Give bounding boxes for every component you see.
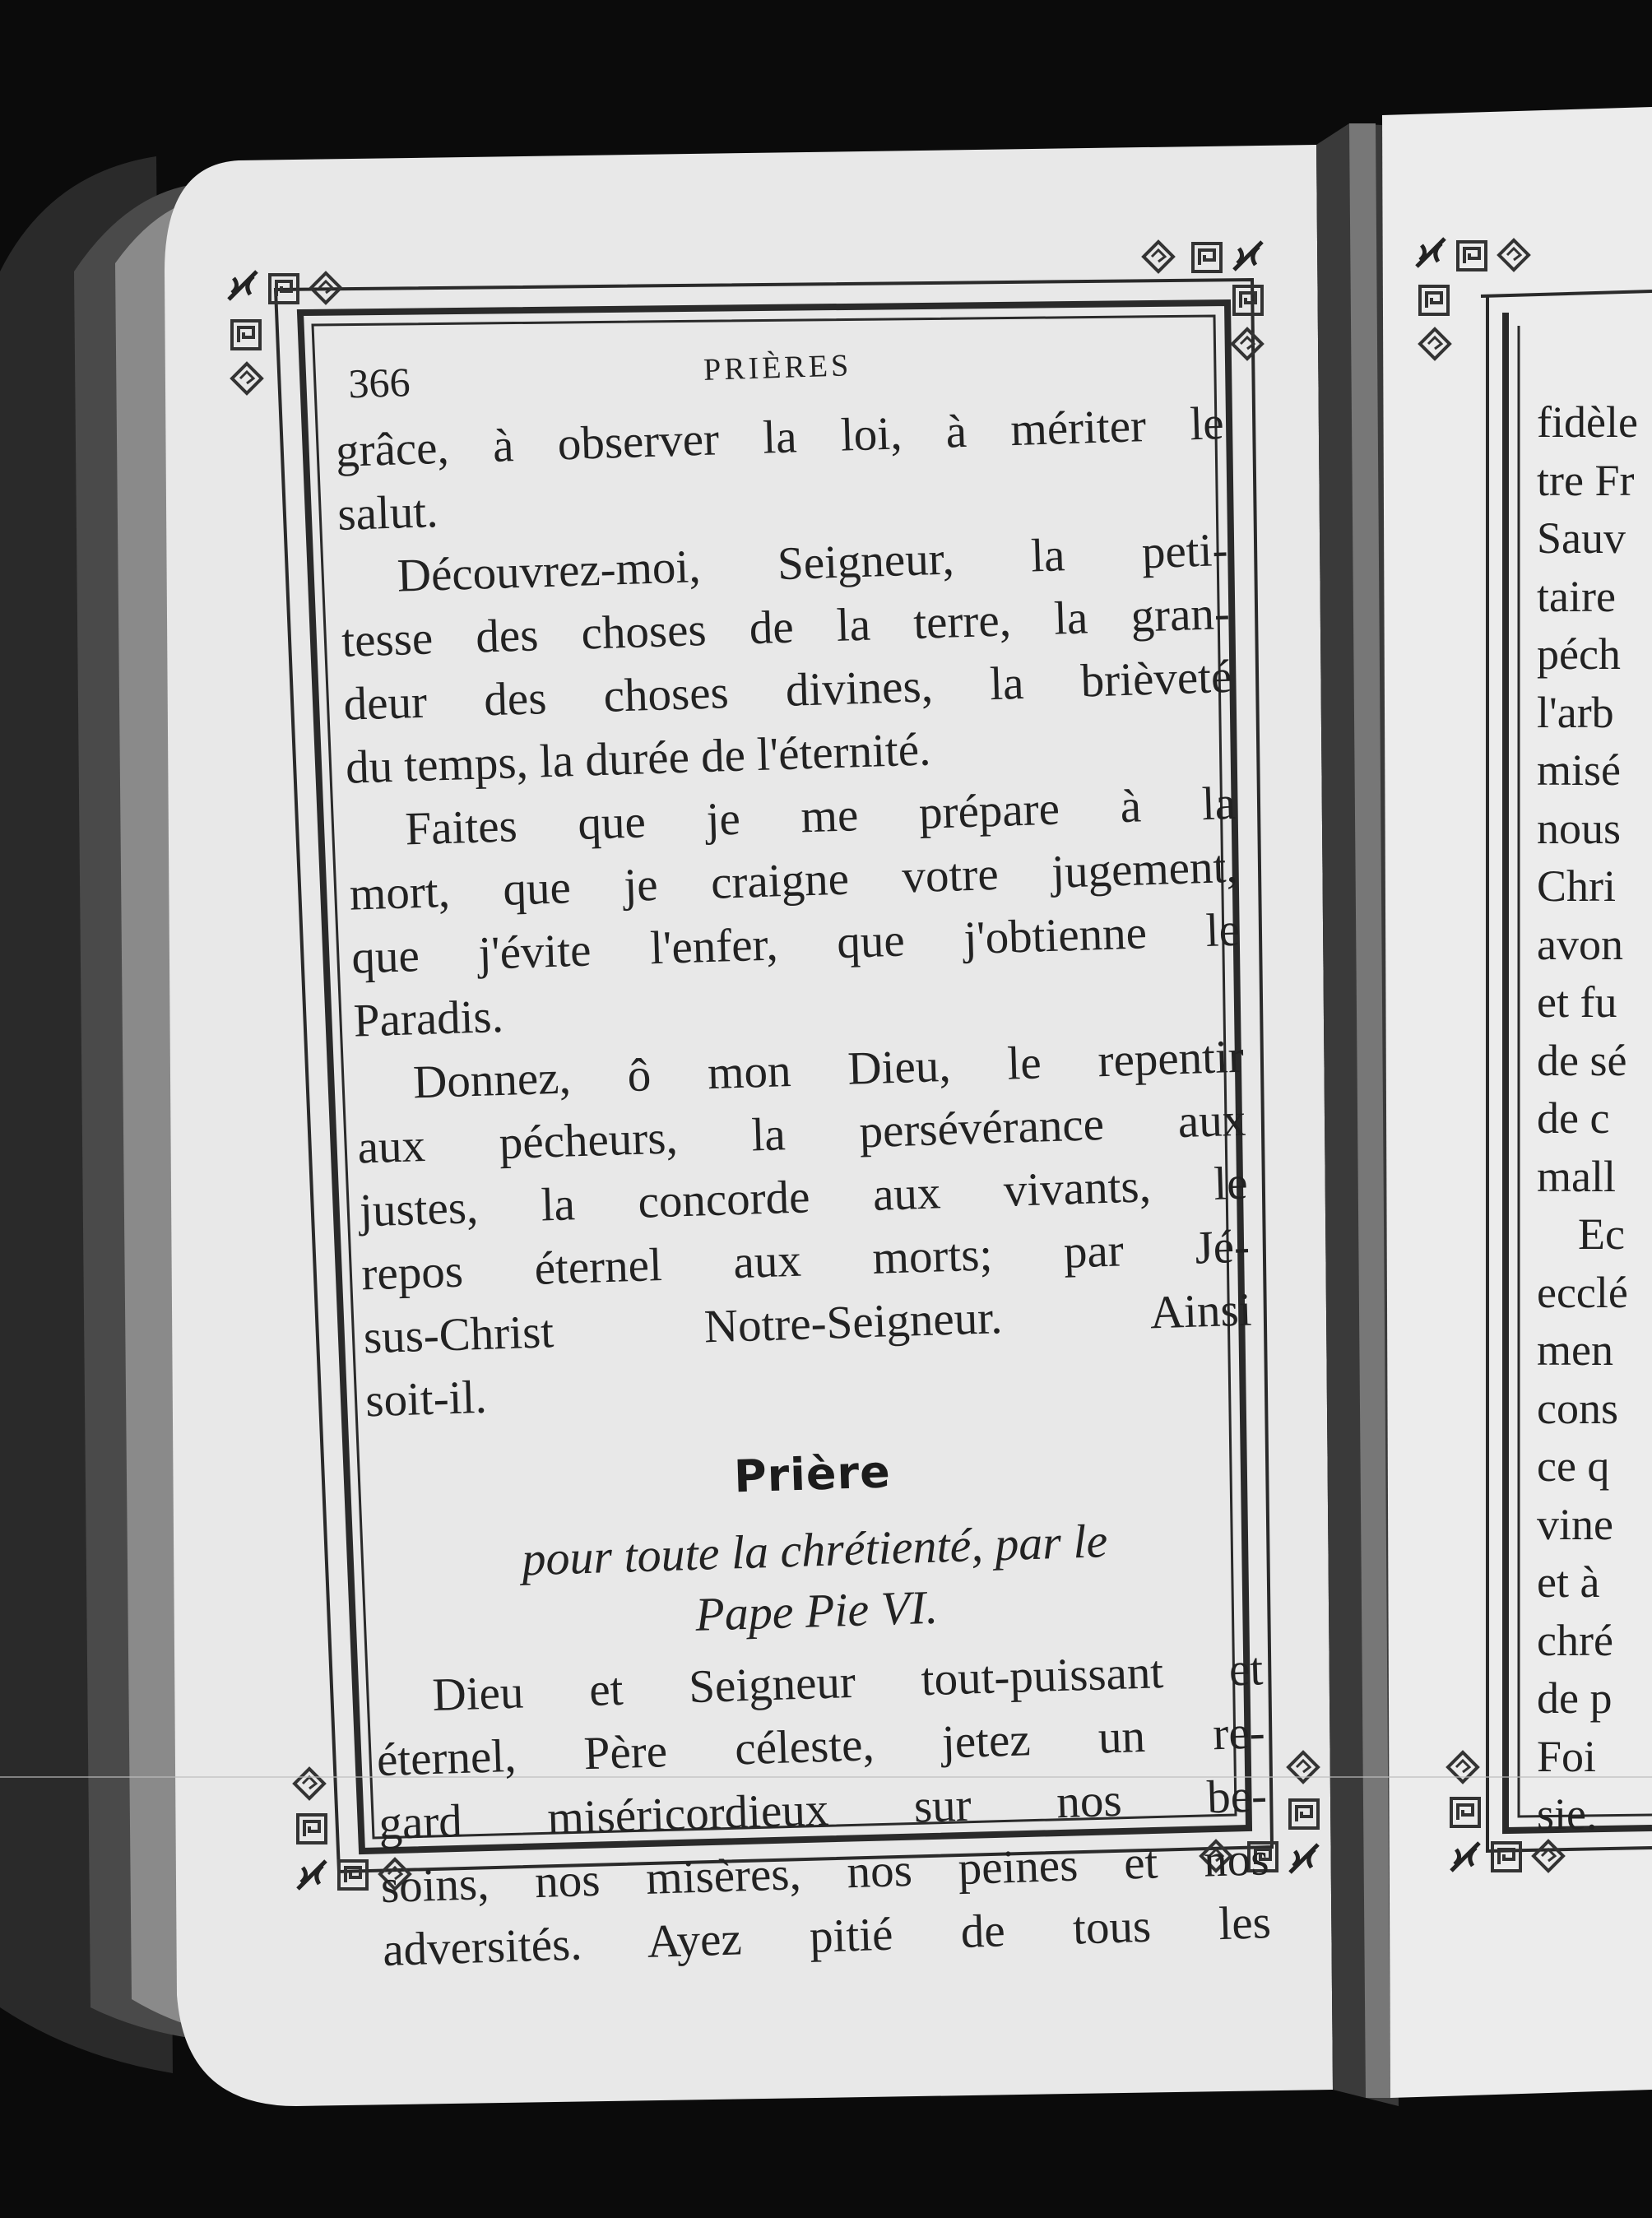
text-line: aux pécheurs, la persévérance aux — [356, 1093, 1247, 1174]
right-page-content — [1537, 393, 1652, 1839]
text-line-fragment: Ec — [1578, 1209, 1625, 1259]
text-line-fragment: et fu — [1537, 977, 1617, 1027]
left-page-content — [332, 318, 1272, 1977]
text-line-fragment: avon — [1537, 919, 1623, 969]
text-line-fragment: péch — [1537, 629, 1621, 679]
body-text — [335, 392, 1255, 1432]
text-line-fragment: cons — [1537, 1383, 1618, 1433]
text-line: Donnez, ô mon Dieu, le repentir — [412, 1030, 1245, 1109]
text-line-fragment: taire — [1537, 571, 1616, 621]
text-line-fragment: mall — [1537, 1151, 1616, 1201]
text-line: adversités. Ayez pitié de tous les — [382, 1896, 1272, 1977]
text-line-fragment: de p — [1537, 1673, 1613, 1723]
text-line-fragment: tre Fr — [1537, 455, 1635, 505]
text-line-fragment: misé — [1537, 745, 1621, 795]
page-number: 366 — [347, 359, 411, 407]
text-line-fragment: nous — [1537, 803, 1622, 853]
text-line-fragment: men — [1537, 1325, 1613, 1375]
text-line: éternel, Père céleste, jetez un re- — [376, 1706, 1266, 1787]
body-text-2 — [374, 1637, 1272, 1982]
text-line-fragment: de c — [1537, 1093, 1610, 1143]
text-line-fragment: chré — [1537, 1615, 1613, 1665]
text-line-fragment: sie. — [1537, 1789, 1598, 1839]
text-line-fragment: Chri — [1537, 861, 1617, 911]
text-line: justes, la concorde aux vivants, le — [359, 1157, 1249, 1237]
text-line: sus-Christ Notre-Seigneur. Ainsi — [362, 1283, 1253, 1364]
text-line-fragment: vine — [1537, 1499, 1613, 1549]
text-line: repos éternel aux morts; par Jé- — [360, 1220, 1251, 1301]
subtitle-line: pour toute la chrétienté, par le — [521, 1514, 1109, 1586]
text-line-fragment: de sé — [1537, 1035, 1627, 1085]
text-line: que j'évite l'enfer, que j'obtienne le — [350, 903, 1241, 984]
text-line-fragment: Sauv — [1537, 513, 1626, 563]
text-line: salut. — [336, 485, 439, 541]
text-line-fragment: ce q — [1537, 1441, 1610, 1491]
section-subtitle — [369, 1506, 1261, 1655]
text-line: soit-il. — [364, 1371, 488, 1427]
text-line: grâce, à observer la loi, à mériter le — [335, 397, 1225, 477]
subtitle-line: Pape Pie VI. — [694, 1580, 939, 1641]
text-line-fragment: et à — [1537, 1557, 1600, 1607]
text-line: Dieu et Seigneur tout-puissant et — [431, 1643, 1265, 1721]
text-line: gard miséricordieux sur nos be- — [378, 1770, 1268, 1850]
section-heading: Prière — [733, 1445, 892, 1503]
running-head: PRIÈRES — [703, 348, 852, 387]
text-line: Découvrez-moi, Seigneur, la peti- — [396, 523, 1229, 602]
text-line-fragment: Foi — [1537, 1731, 1597, 1781]
text-line-fragment: ecclé — [1537, 1267, 1628, 1317]
text-line: deur des choses divines, la brièveté — [342, 650, 1233, 731]
text-line-fragment: l'arb — [1537, 687, 1614, 737]
text-line: tesse des choses de la terre, la gran- — [341, 587, 1231, 667]
text-line: Faites que je me prépare à la — [404, 777, 1237, 856]
text-line: mort, que je craigne votre jugement, — [348, 840, 1239, 921]
text-line: Paradis. — [352, 990, 504, 1047]
text-line: du temps, la durée de l'éternité. — [345, 723, 932, 794]
text-line-fragment: fidèle — [1537, 397, 1638, 447]
text-line: soins, nos misères, nos peines et nos — [379, 1833, 1270, 1914]
